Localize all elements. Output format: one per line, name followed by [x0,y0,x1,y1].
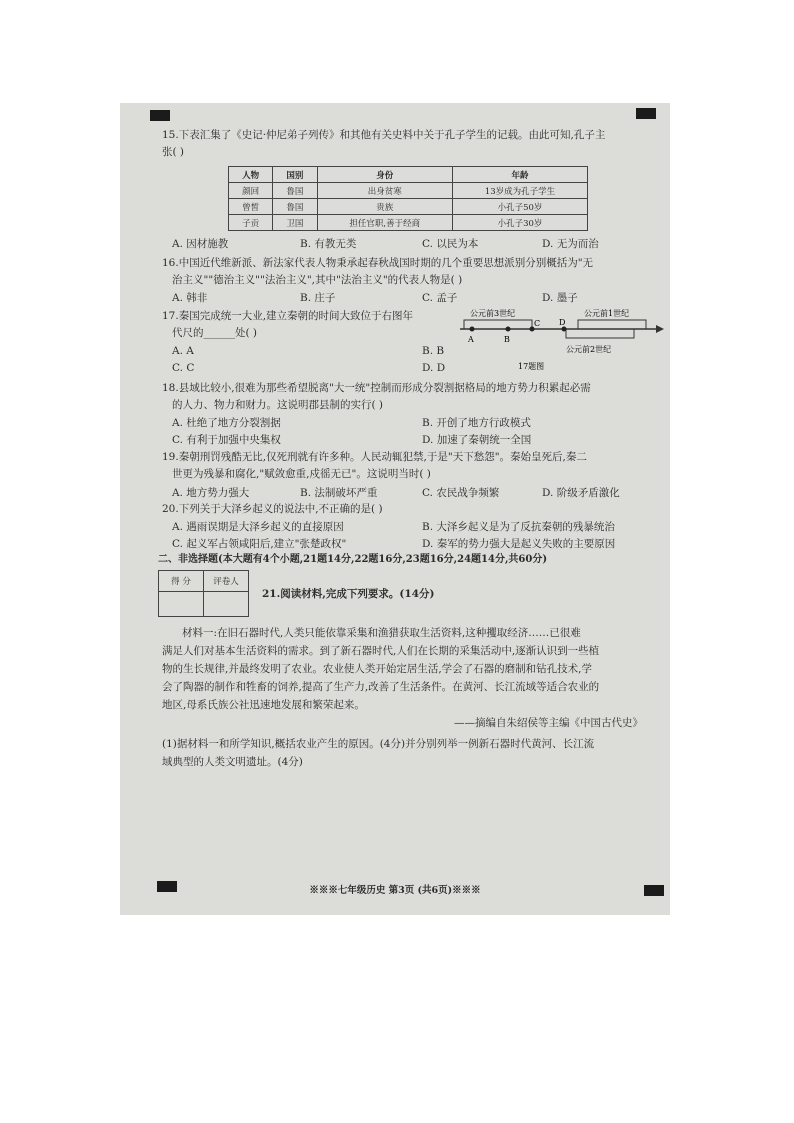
table-cell: 出身贫寒 [317,183,453,199]
table-cell: 鲁国 [273,183,317,199]
table-cell: 贵族 [317,199,453,215]
table-row [229,183,588,199]
q18-option-b: B. 开创了地方行政模式 [422,417,531,429]
table-header: 年龄 [453,167,588,183]
q20-option-c: C. 起义军占领咸阳后,建立"张楚政权" [172,538,347,550]
page-footer: ※※※七年级历史 第3页 (共6页)※※※ [309,885,481,896]
q20-text: 20.下列关于大泽乡起义的说法中,不正确的是( ) [162,503,383,515]
q16-text-line1: 16.中国近代维新派、新法家代表人物秉承起春秋战国时期的几个重要思想派别分别概括为"无 [162,257,594,269]
bracket-left [464,320,532,329]
q19-option-c: C. 农民战争频繁 [422,487,500,499]
q21-question-line2: 域典型的人类文明遗址。(4分) [162,756,303,768]
table-cell: 颜回 [229,183,273,199]
grader-cell [204,592,249,617]
table-header: 身份 [317,167,453,183]
q20-option-a: A. 遇雨误期是大泽乡起义的直接原因 [172,521,344,533]
bracket-bottom [566,329,634,338]
table-header-row [229,167,588,183]
q15-table [228,166,588,231]
timeline-point-b [506,327,511,332]
q15-option-a: A. 因材施教 [172,238,229,250]
corner-mark-top-left [150,110,170,121]
table-cell: 曾皙 [229,199,273,215]
grader-header: 评卷人 [204,571,249,592]
q17-timeline-figure [458,301,670,375]
q18-option-c: C. 有利于加强中央集权 [172,434,281,446]
q19-option-d: D. 阶级矛盾激化 [542,487,620,499]
q17-option-b: B. B [422,345,445,357]
q15-text-line2: 张( ) [162,146,185,158]
q18-text-line1: 18.县域比较小,很难为那些希望脱离"大一统"控制而形成分裂割据格局的地方势力积累起必需 [162,382,591,394]
q17-option-c: C. C [172,362,195,374]
bracket-right [578,320,646,329]
section2-title: 二、非选择题(本大题有4个小题,21题14分,22题16分,23题16分,24题14分,共60分) [158,554,548,565]
q18-text-line2: 的人力、物力和财力。这说明郡县制的实行( ) [172,399,384,411]
q21-material-line4: 会了陶器的制作和牲畜的饲养,提高了生产力,改善了生活条件。在黄河、长江流域等适合农业的 [162,681,600,693]
q17-option-d: D. D [422,362,446,374]
q21-material-line3: 物的生长规律,并最终发明了农业。农业使人类开始定居生活,学会了石器的磨制和钻孔技术,学 [162,663,593,675]
table-cell: 子贡 [229,215,273,231]
q15-text-line1: 15.下表汇集了《史记·仲尼弟子列传》和其他有关史料中关于孔子学生的记载。由此可知,孔子主 [162,129,606,141]
timeline-point-c-label: C [534,319,541,328]
timeline-point-d [562,327,567,332]
timeline-caption: 17题图 [518,362,545,371]
q15-option-b: B. 有教无类 [300,238,357,250]
q19-text-line2: 世更为残暴和腐化,"赋敛愈重,戍徭无已"。这说明当时( ) [172,468,431,480]
table-row [229,215,588,231]
score-box [158,570,249,617]
q20-option-d: D. 秦军的势力强大是起义失败的主要原因 [422,538,616,550]
table-cell: 小孔子30岁 [453,215,588,231]
q19-option-a: A. 地方势力强大 [172,487,250,499]
timeline-point-d-label: D [559,318,566,327]
q21-question-line1: (1)据材料一和所学知识,概括农业产生的原因。(4分)并分别列举一例新石器时代黄河、长江流 [162,738,595,750]
q21-material-line1: 材料一:在旧石器时代,人类只能依靠采集和渔猎获取生活资料,这种攫取经济……已很难 [182,627,581,639]
timeline-point-b-label: B [504,335,510,344]
score-cell [159,592,204,617]
timeline-label-bottom: 公元前2世纪 [566,345,612,354]
table-row [229,199,588,215]
table-header: 人物 [229,167,273,183]
q21-title: 21.阅读材料,完成下列要求。(14分) [262,588,435,600]
table-cell: 小孔子50岁 [453,199,588,215]
q21-material-line5: 地区,母系氏族公社迅速地发展和繁荣起来。 [162,699,365,711]
timeline-point-a [470,327,475,332]
q16-option-c: C. 孟子 [422,292,458,304]
q17-text-line1: 17.秦国完成统一大业,建立秦朝的时间大致位于右图年 [162,310,414,322]
q16-option-a: A. 韩非 [172,292,208,304]
q18-option-d: D. 加速了秦朝统一全国 [422,434,532,446]
table-cell: 担任官职,善于经商 [317,215,453,231]
q17-text-line2: 代尺的______处( ) [172,327,258,339]
table-header: 国别 [273,167,317,183]
q19-text-line1: 19.秦朝刑罚残酷无比,仅死刑就有许多种。人民动辄犯禁,于是"天下愁怨"。秦始皇死后,秦二 [162,451,587,463]
q21-source: ——摘编自朱绍侯等主编《中国古代史》 [454,717,643,729]
q21-material-line2: 满足人们对基本生活资料的需求。到了新石器时代,人们在长期的采集活动中,逐渐认识到一些植 [162,645,600,657]
q16-option-b: B. 庄子 [300,292,336,304]
q16-option-d: D. 墨子 [542,292,578,304]
q20-option-b: B. 大泽乡起义是为了反抗秦朝的残暴统治 [422,521,615,533]
timeline-label-left: 公元前3世纪 [470,309,516,318]
corner-mark-top-right [636,108,656,119]
q19-option-b: B. 法制破坏严重 [300,487,378,499]
q17-option-a: A. A [172,345,194,357]
table-cell: 13岁成为孔子学生 [453,183,588,199]
timeline-point-a-label: A [468,335,474,344]
q18-option-a: A. 杜绝了地方分裂割据 [172,417,281,429]
table-cell: 鲁国 [273,199,317,215]
score-header: 得 分 [159,571,204,592]
timeline-arrow [656,325,664,333]
table-cell: 卫国 [273,215,317,231]
q15-option-d: D. 无为而治 [542,238,599,250]
q15-option-c: C. 以民为本 [422,238,479,250]
exam-page [120,103,670,915]
q16-text-line2: 治主义""德治主义""法治主义",其中"法治主义"的代表人物是( ) [172,274,463,286]
timeline-label-right: 公元前1世纪 [584,309,630,318]
